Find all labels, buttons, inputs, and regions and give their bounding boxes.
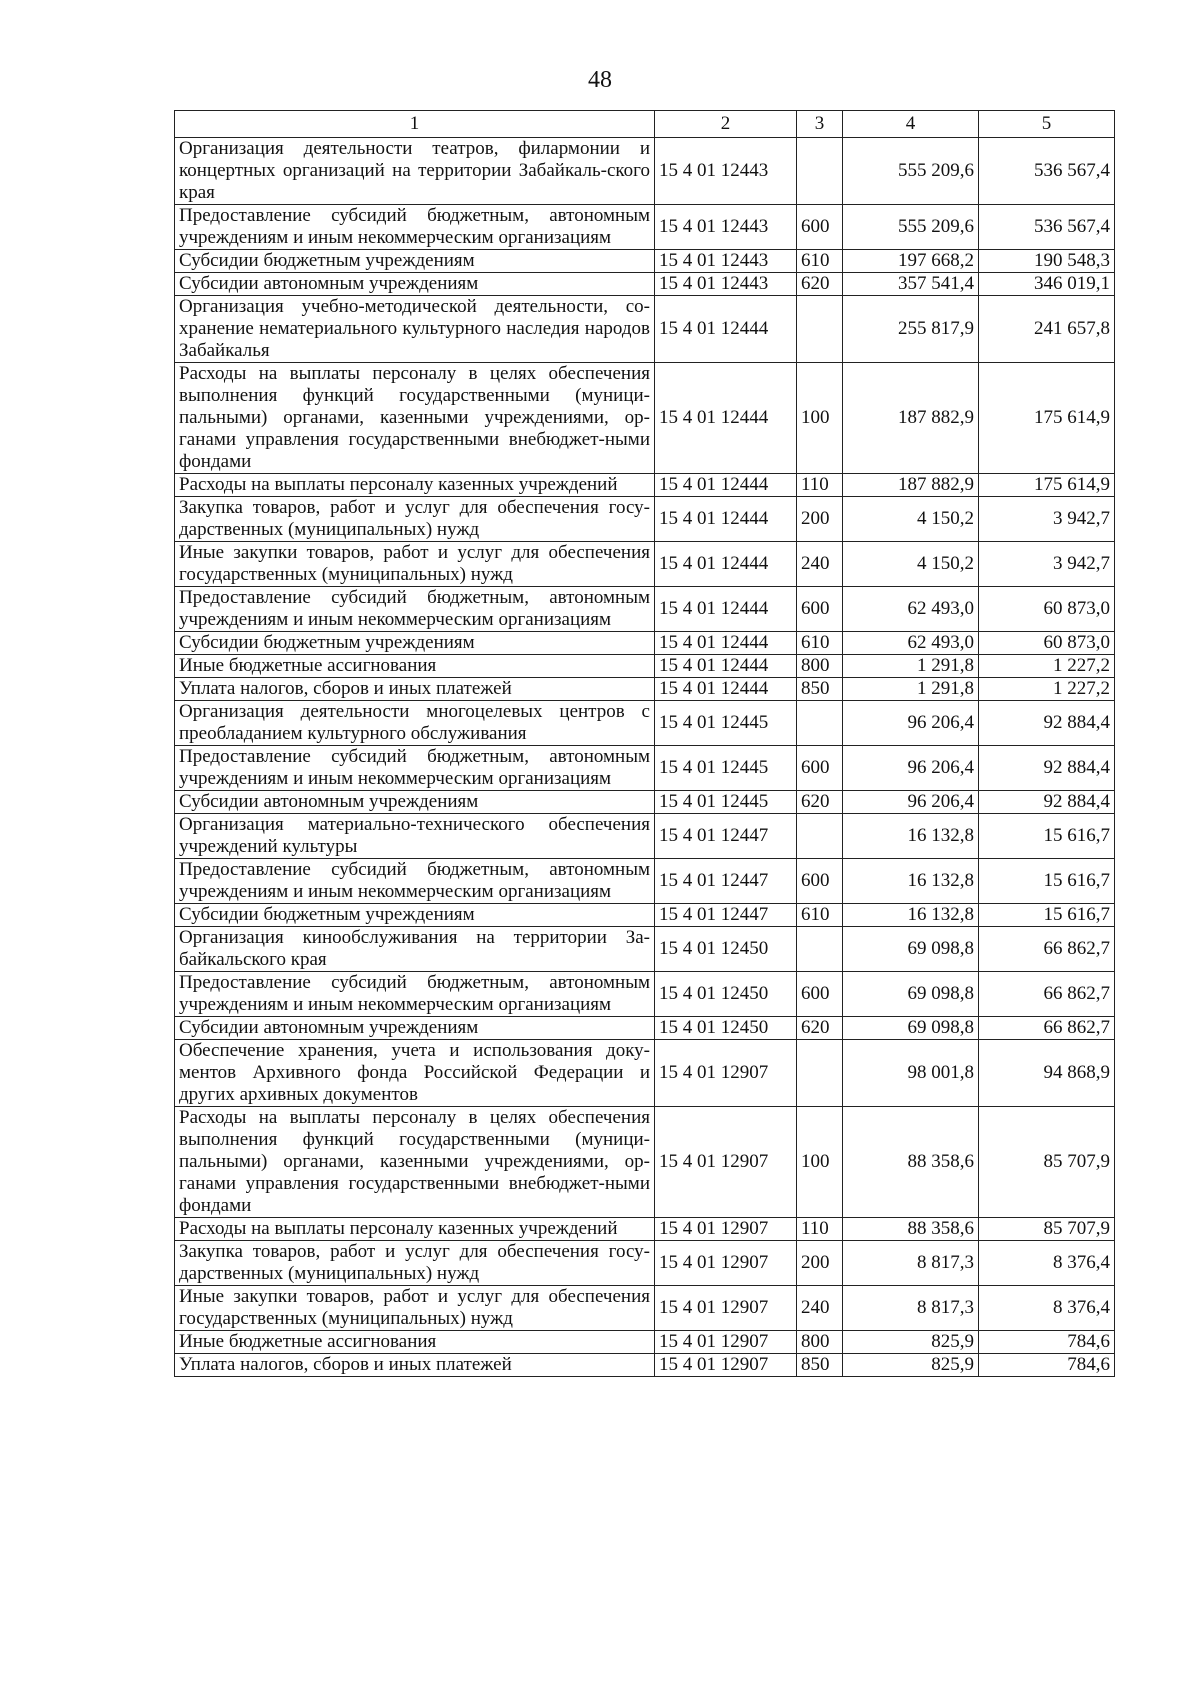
- row-amount-col4-cell: 98 001,8: [843, 1040, 979, 1107]
- row-code-cell: 15 4 01 12907: [655, 1241, 797, 1286]
- row-name-cell: Закупка товаров, работ и услуг для обеспечения госу-дарственных (муниципальных) нужд: [175, 497, 655, 542]
- row-name-cell: Обеспечение хранения, учета и использования доку-ментов Архивного фонда Российской Федерации и других архивных документов: [175, 1040, 655, 1107]
- row-name-cell: Предоставление субсидий бюджетным, автономным учреждениям и иным некоммерческим организациям: [175, 859, 655, 904]
- row-code-cell: 15 4 01 12444: [655, 655, 797, 678]
- row-expense-type-cell: 800: [797, 655, 843, 678]
- row-amount-col5-cell: 15 616,7: [979, 904, 1115, 927]
- row-amount-col5-cell: 1 227,2: [979, 678, 1115, 701]
- row-expense-type-cell: 100: [797, 363, 843, 474]
- row-expense-type-cell: 610: [797, 632, 843, 655]
- row-code-cell: 15 4 01 12445: [655, 701, 797, 746]
- row-amount-col5-cell: 66 862,7: [979, 1017, 1115, 1040]
- row-code-cell: 15 4 01 12907: [655, 1354, 797, 1377]
- row-amount-col4-cell: 357 541,4: [843, 273, 979, 296]
- row-amount-col5-cell: 60 873,0: [979, 632, 1115, 655]
- row-name-cell: Расходы на выплаты персоналу в целях обеспечения выполнения функций государственными (муници-пальными) органами, казенными учреждениями, ор-ганами управления государственными внебюджет-ными фондами: [175, 363, 655, 474]
- row-amount-col4-cell: 8 817,3: [843, 1241, 979, 1286]
- row-name-cell: Предоставление субсидий бюджетным, автономным учреждениям и иным некоммерческим организациям: [175, 587, 655, 632]
- row-amount-col4-cell: 88 358,6: [843, 1107, 979, 1218]
- table-row: [175, 138, 1115, 205]
- row-amount-col4-cell: 96 206,4: [843, 791, 979, 814]
- row-name-cell: Уплата налогов, сборов и иных платежей: [175, 1354, 655, 1377]
- row-name-cell: Субсидии бюджетным учреждениям: [175, 250, 655, 273]
- row-amount-col4-cell: 16 132,8: [843, 814, 979, 859]
- table-row: [175, 678, 1115, 701]
- table-row: [175, 363, 1115, 474]
- table-body: [175, 138, 1115, 1377]
- row-code-cell: 15 4 01 12444: [655, 296, 797, 363]
- row-code-cell: 15 4 01 12907: [655, 1331, 797, 1354]
- row-code-cell: 15 4 01 12447: [655, 814, 797, 859]
- column-header-1: 1: [175, 111, 655, 138]
- table-row: [175, 701, 1115, 746]
- row-code-cell: 15 4 01 12907: [655, 1040, 797, 1107]
- row-code-cell: 15 4 01 12447: [655, 904, 797, 927]
- row-name-cell: Закупка товаров, работ и услуг для обеспечения госу-дарственных (муниципальных) нужд: [175, 1241, 655, 1286]
- row-code-cell: 15 4 01 12445: [655, 746, 797, 791]
- row-expense-type-cell: 800: [797, 1331, 843, 1354]
- table-row: [175, 587, 1115, 632]
- table-row: [175, 927, 1115, 972]
- row-amount-col5-cell: 85 707,9: [979, 1218, 1115, 1241]
- row-amount-col4-cell: 69 098,8: [843, 1017, 979, 1040]
- row-amount-col5-cell: 190 548,3: [979, 250, 1115, 273]
- row-amount-col4-cell: 62 493,0: [843, 632, 979, 655]
- row-expense-type-cell: 200: [797, 497, 843, 542]
- row-name-cell: Предоставление субсидий бюджетным, автономным учреждениям и иным некоммерческим организациям: [175, 972, 655, 1017]
- row-name-cell: Организация деятельности театров, филармонии и концертных организаций на территории Забайкаль-ского края: [175, 138, 655, 205]
- table-row: [175, 1286, 1115, 1331]
- table-row: [175, 205, 1115, 250]
- row-amount-col5-cell: 60 873,0: [979, 587, 1115, 632]
- row-name-cell: Организация учебно-методической деятельности, со-хранение нематериального культурного наследия народов Забайкалья: [175, 296, 655, 363]
- row-amount-col5-cell: 1 227,2: [979, 655, 1115, 678]
- row-amount-col5-cell: 536 567,4: [979, 205, 1115, 250]
- row-expense-type-cell: 240: [797, 542, 843, 587]
- table-row: [175, 1241, 1115, 1286]
- row-code-cell: 15 4 01 12445: [655, 791, 797, 814]
- row-expense-type-cell: 600: [797, 972, 843, 1017]
- column-header-5: 5: [979, 111, 1115, 138]
- row-amount-col4-cell: 88 358,6: [843, 1218, 979, 1241]
- row-code-cell: 15 4 01 12444: [655, 497, 797, 542]
- budget-table: [174, 110, 1115, 1377]
- table-row: [175, 474, 1115, 497]
- row-expense-type-cell: 100: [797, 1107, 843, 1218]
- table-row: [175, 497, 1115, 542]
- row-amount-col5-cell: 66 862,7: [979, 927, 1115, 972]
- row-name-cell: Расходы на выплаты персоналу в целях обеспечения выполнения функций государственными (муници-пальными) органами, казенными учреждениями, ор-ганами управления государственными внебюджет-ными фондами: [175, 1107, 655, 1218]
- row-amount-col4-cell: 1 291,8: [843, 678, 979, 701]
- row-amount-col4-cell: 4 150,2: [843, 497, 979, 542]
- row-expense-type-cell: 620: [797, 791, 843, 814]
- row-name-cell: Иные бюджетные ассигнования: [175, 655, 655, 678]
- row-expense-type-cell: [797, 814, 843, 859]
- row-amount-col5-cell: 92 884,4: [979, 791, 1115, 814]
- table-row: [175, 250, 1115, 273]
- row-amount-col4-cell: 825,9: [843, 1354, 979, 1377]
- row-amount-col5-cell: 92 884,4: [979, 746, 1115, 791]
- row-amount-col4-cell: 96 206,4: [843, 701, 979, 746]
- column-header-2: 2: [655, 111, 797, 138]
- row-expense-type-cell: 110: [797, 474, 843, 497]
- row-code-cell: 15 4 01 12907: [655, 1107, 797, 1218]
- row-amount-col4-cell: 62 493,0: [843, 587, 979, 632]
- row-amount-col5-cell: 784,6: [979, 1354, 1115, 1377]
- row-code-cell: 15 4 01 12450: [655, 972, 797, 1017]
- table-row: [175, 1017, 1115, 1040]
- row-expense-type-cell: [797, 1040, 843, 1107]
- row-expense-type-cell: 200: [797, 1241, 843, 1286]
- row-amount-col4-cell: 1 291,8: [843, 655, 979, 678]
- row-code-cell: 15 4 01 12443: [655, 205, 797, 250]
- page-number: 48: [588, 67, 612, 93]
- table-row: [175, 746, 1115, 791]
- row-code-cell: 15 4 01 12907: [655, 1218, 797, 1241]
- row-name-cell: Предоставление субсидий бюджетным, автономным учреждениям и иным некоммерческим организациям: [175, 205, 655, 250]
- row-amount-col4-cell: 69 098,8: [843, 972, 979, 1017]
- row-amount-col5-cell: 3 942,7: [979, 497, 1115, 542]
- row-expense-type-cell: 610: [797, 904, 843, 927]
- row-name-cell: Расходы на выплаты персоналу казенных учреждений: [175, 474, 655, 497]
- row-amount-col5-cell: 346 019,1: [979, 273, 1115, 296]
- table-row: [175, 1107, 1115, 1218]
- row-expense-type-cell: 600: [797, 587, 843, 632]
- row-name-cell: Расходы на выплаты персоналу казенных учреждений: [175, 1218, 655, 1241]
- row-amount-col5-cell: 66 862,7: [979, 972, 1115, 1017]
- row-expense-type-cell: [797, 701, 843, 746]
- table-row: [175, 1331, 1115, 1354]
- row-amount-col4-cell: 16 132,8: [843, 859, 979, 904]
- row-expense-type-cell: [797, 927, 843, 972]
- table-row: [175, 655, 1115, 678]
- row-amount-col5-cell: 15 616,7: [979, 859, 1115, 904]
- column-header-4: 4: [843, 111, 979, 138]
- table-row: [175, 1354, 1115, 1377]
- row-name-cell: Иные закупки товаров, работ и услуг для обеспечения государственных (муниципальных) нужд: [175, 1286, 655, 1331]
- table-row: [175, 859, 1115, 904]
- row-expense-type-cell: 600: [797, 746, 843, 791]
- row-expense-type-cell: 240: [797, 1286, 843, 1331]
- row-amount-col5-cell: 85 707,9: [979, 1107, 1115, 1218]
- row-name-cell: Субсидии бюджетным учреждениям: [175, 904, 655, 927]
- row-amount-col5-cell: 3 942,7: [979, 542, 1115, 587]
- row-amount-col4-cell: 4 150,2: [843, 542, 979, 587]
- row-name-cell: Предоставление субсидий бюджетным, автономным учреждениям и иным некоммерческим организациям: [175, 746, 655, 791]
- row-name-cell: Организация деятельности многоцелевых центров с преобладанием культурного обслуживания: [175, 701, 655, 746]
- row-code-cell: 15 4 01 12444: [655, 542, 797, 587]
- table-row: [175, 542, 1115, 587]
- row-name-cell: Организация материально-технического обеспечения учреждений культуры: [175, 814, 655, 859]
- table-row: [175, 1218, 1115, 1241]
- row-name-cell: Организация кинообслуживания на территории За-байкальского края: [175, 927, 655, 972]
- row-expense-type-cell: 110: [797, 1218, 843, 1241]
- row-amount-col4-cell: 69 098,8: [843, 927, 979, 972]
- table-row: [175, 296, 1115, 363]
- table-row: [175, 814, 1115, 859]
- row-amount-col4-cell: 8 817,3: [843, 1286, 979, 1331]
- table-row: [175, 904, 1115, 927]
- row-name-cell: Иные бюджетные ассигнования: [175, 1331, 655, 1354]
- table-row: [175, 972, 1115, 1017]
- row-code-cell: 15 4 01 12444: [655, 587, 797, 632]
- row-name-cell: Субсидии автономным учреждениям: [175, 1017, 655, 1040]
- table-row: [175, 632, 1115, 655]
- row-expense-type-cell: 600: [797, 205, 843, 250]
- row-code-cell: 15 4 01 12450: [655, 927, 797, 972]
- row-code-cell: 15 4 01 12907: [655, 1286, 797, 1331]
- row-name-cell: Субсидии бюджетным учреждениям: [175, 632, 655, 655]
- row-code-cell: 15 4 01 12443: [655, 250, 797, 273]
- row-expense-type-cell: [797, 296, 843, 363]
- row-amount-col5-cell: 8 376,4: [979, 1241, 1115, 1286]
- row-expense-type-cell: 850: [797, 678, 843, 701]
- row-amount-col5-cell: 241 657,8: [979, 296, 1115, 363]
- row-code-cell: 15 4 01 12450: [655, 1017, 797, 1040]
- row-code-cell: 15 4 01 12444: [655, 474, 797, 497]
- row-expense-type-cell: [797, 138, 843, 205]
- row-amount-col5-cell: 92 884,4: [979, 701, 1115, 746]
- row-amount-col5-cell: 94 868,9: [979, 1040, 1115, 1107]
- row-amount-col5-cell: 8 376,4: [979, 1286, 1115, 1331]
- row-amount-col5-cell: 175 614,9: [979, 363, 1115, 474]
- row-expense-type-cell: 610: [797, 250, 843, 273]
- row-amount-col4-cell: 187 882,9: [843, 474, 979, 497]
- row-code-cell: 15 4 01 12443: [655, 138, 797, 205]
- row-code-cell: 15 4 01 12443: [655, 273, 797, 296]
- row-code-cell: 15 4 01 12444: [655, 363, 797, 474]
- row-amount-col5-cell: 784,6: [979, 1331, 1115, 1354]
- row-expense-type-cell: 620: [797, 1017, 843, 1040]
- row-amount-col4-cell: 96 206,4: [843, 746, 979, 791]
- header-row: [175, 111, 1115, 138]
- row-amount-col4-cell: 16 132,8: [843, 904, 979, 927]
- row-name-cell: Иные закупки товаров, работ и услуг для обеспечения государственных (муниципальных) нужд: [175, 542, 655, 587]
- column-header-3: 3: [797, 111, 843, 138]
- row-name-cell: Уплата налогов, сборов и иных платежей: [175, 678, 655, 701]
- row-amount-col4-cell: 197 668,2: [843, 250, 979, 273]
- row-expense-type-cell: 620: [797, 273, 843, 296]
- row-expense-type-cell: 600: [797, 859, 843, 904]
- table-row: [175, 273, 1115, 296]
- row-amount-col4-cell: 555 209,6: [843, 138, 979, 205]
- row-code-cell: 15 4 01 12444: [655, 632, 797, 655]
- row-amount-col4-cell: 187 882,9: [843, 363, 979, 474]
- row-amount-col5-cell: 536 567,4: [979, 138, 1115, 205]
- row-amount-col4-cell: 825,9: [843, 1331, 979, 1354]
- row-expense-type-cell: 850: [797, 1354, 843, 1377]
- row-code-cell: 15 4 01 12444: [655, 678, 797, 701]
- row-amount-col4-cell: 255 817,9: [843, 296, 979, 363]
- row-name-cell: Субсидии автономным учреждениям: [175, 273, 655, 296]
- row-amount-col4-cell: 555 209,6: [843, 205, 979, 250]
- table-row: [175, 791, 1115, 814]
- row-code-cell: 15 4 01 12447: [655, 859, 797, 904]
- table-row: [175, 1040, 1115, 1107]
- row-name-cell: Субсидии автономным учреждениям: [175, 791, 655, 814]
- row-amount-col5-cell: 15 616,7: [979, 814, 1115, 859]
- row-amount-col5-cell: 175 614,9: [979, 474, 1115, 497]
